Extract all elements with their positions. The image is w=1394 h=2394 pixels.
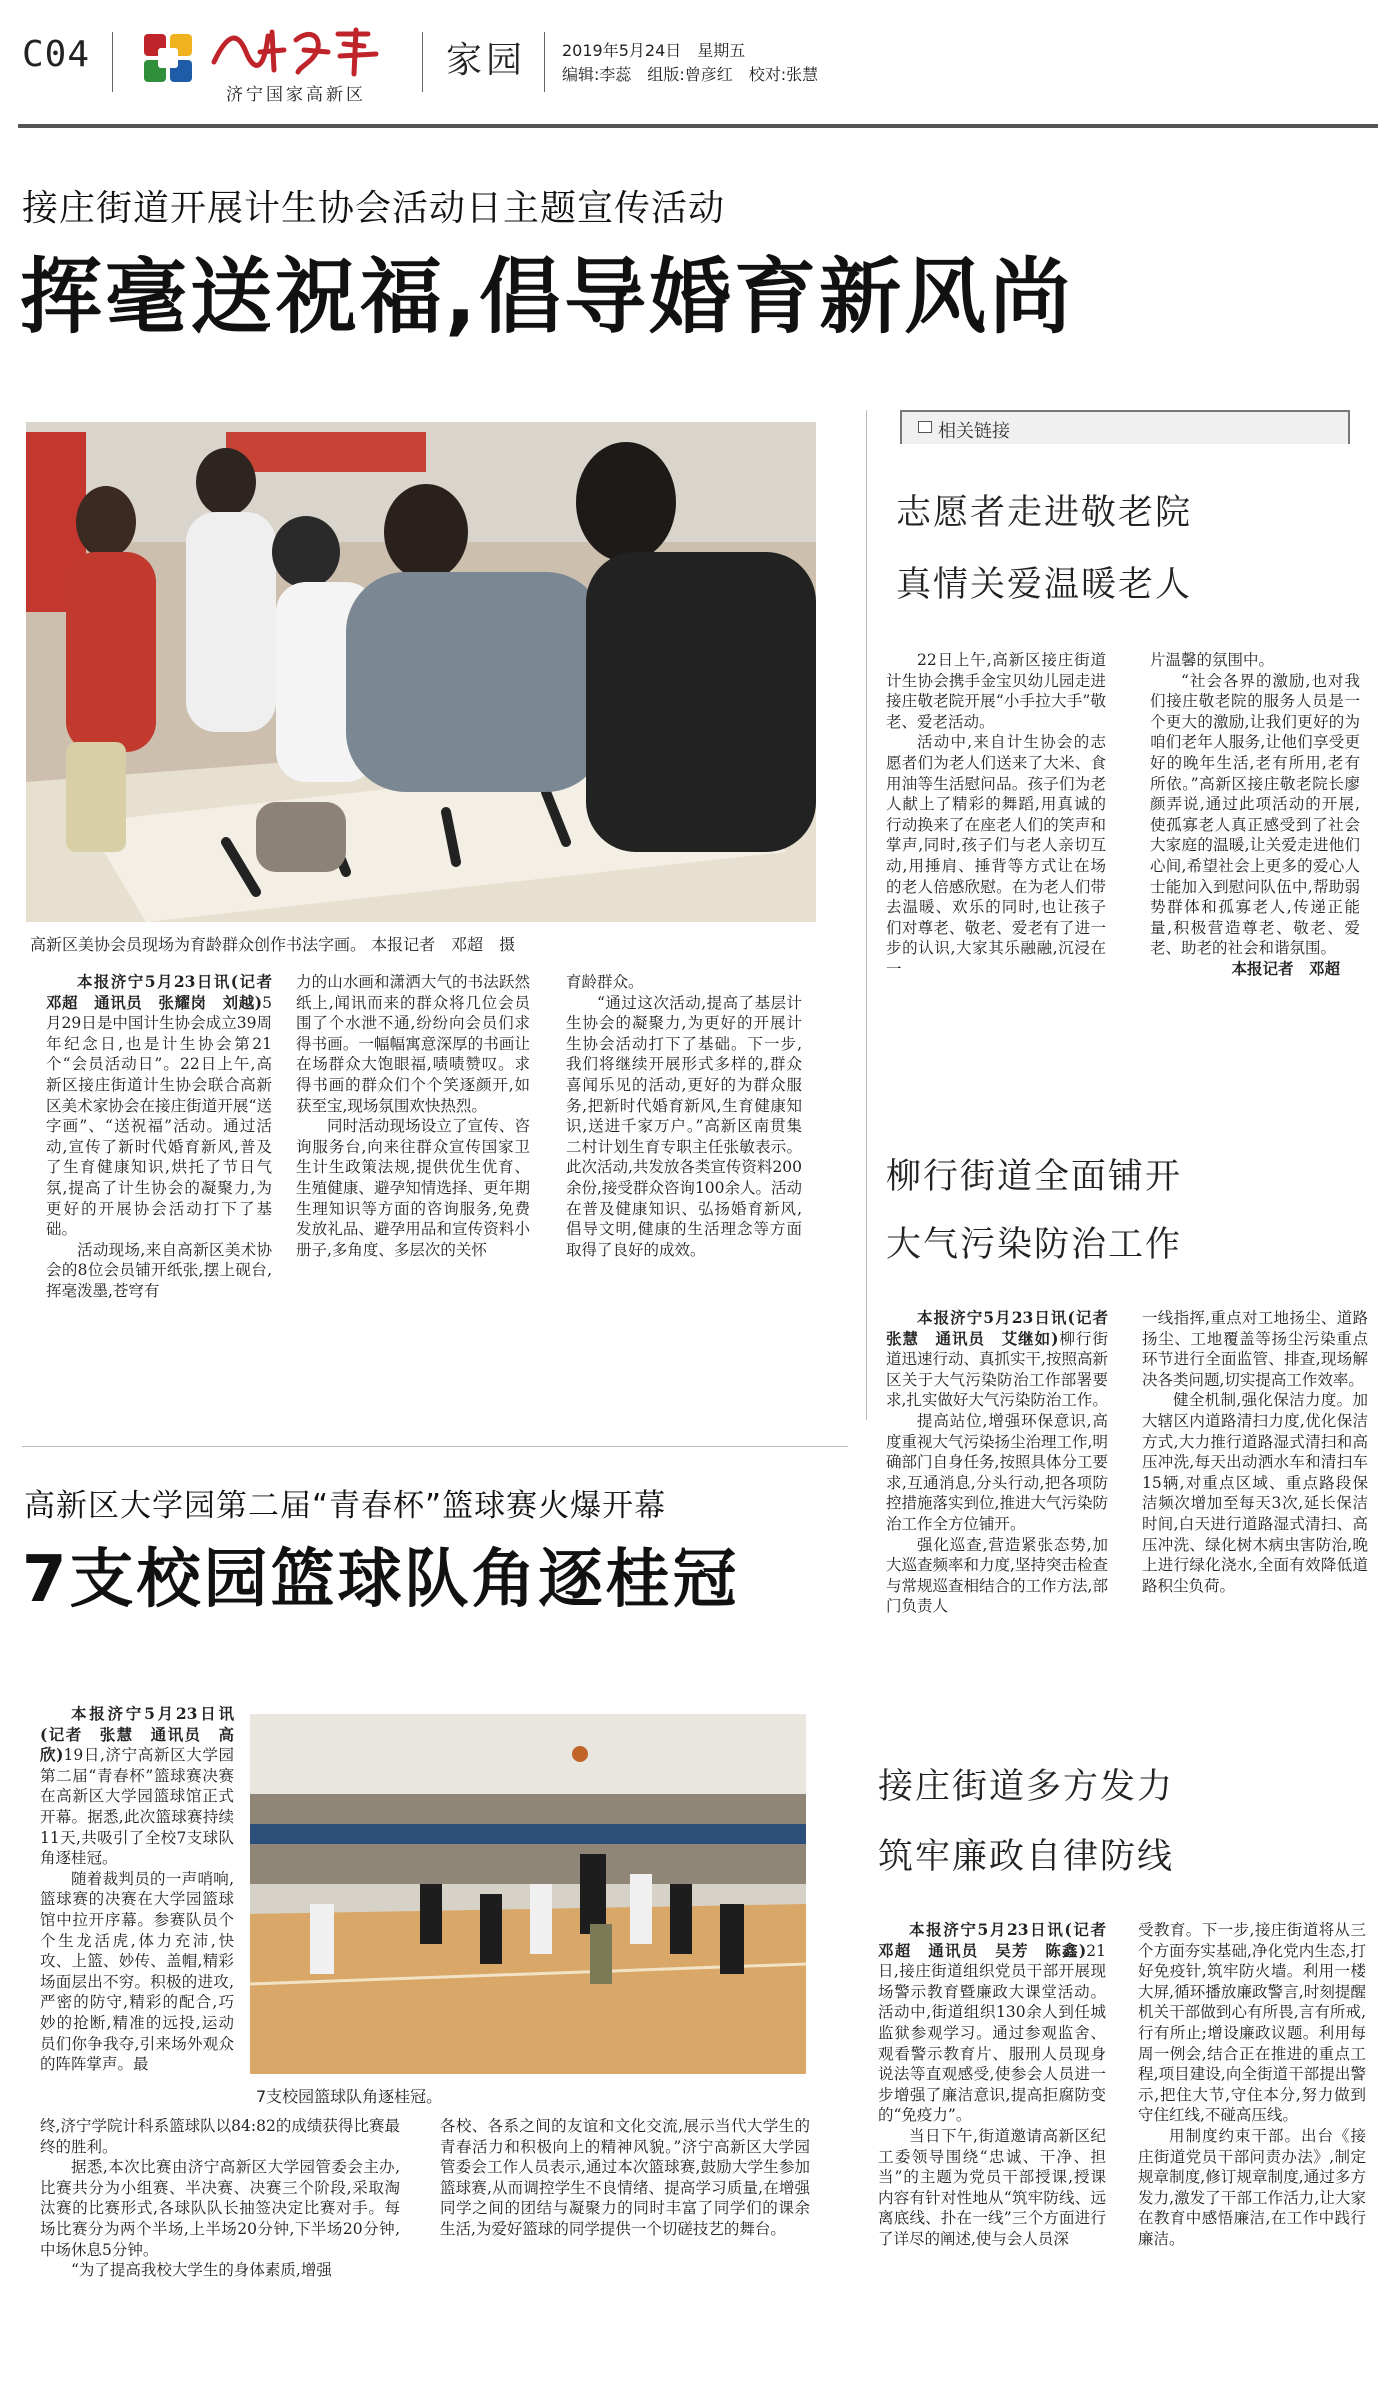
- masthead-subtitle: 济宁国家高新区: [226, 85, 366, 105]
- lead-paragraph: 5月29日是中国计生协会成立39周年纪念日,也是计生协会第21个“会员活动日”。22日上午,高新区接庄街道计生协会联合高新区美术家协会在接庄街道开展“送字画”、“送祝福”活动。通过活动,宣传了新时代婚育新风,普及了生育健康知识,烘托了节日气氛,提高了计生协会的凝聚力,为更好的开展协会活动打下了基础。: [46, 993, 272, 1239]
- basketball-dateline: 本报济宁5月23日讯(记者 张慧 通讯员 高欣): [40, 1704, 234, 1765]
- section-name: 家园: [446, 40, 527, 81]
- lead-dateline: 本报济宁5月23日讯(记者 邓超 通讯员 张耀岗 刘越): [46, 972, 288, 1012]
- lead-column-2: [296, 972, 530, 1260]
- story2-paragraph: 健全机制,强化保洁力度。加大辖区内道路清扫力度,优化保洁方式,大力推行道路湿式清扫和高压冲洗,每天出动洒水车和清扫车15辆,对重点区域、重点路段保洁频次增加至每天3次,延长保洁时间,白天进行道路湿式清扫、高压冲洗、绿化树木病虫害防治,晚上进行绿化浇水,全面有效降低道路积尘负荷。: [1142, 1391, 1368, 1595]
- document-icon: [918, 421, 932, 433]
- story1-column-1: [886, 650, 1106, 980]
- story1-paragraph: 活动中,来自计生协会的志愿者们为老人们送来了大米、食用油等生活慰问品。孩子们为老人献上了精彩的舞蹈,用真诚的行动换来了在座老人们的笑声和掌声,同时,孩子们与老人亲切互动,用捶肩、捶背等方式让在场的老人倍感欣慰。在为老人们带去温暖、欢乐的同时,也让孩子们对尊老、敬老、爱老有了进一步的认识,大家其乐融融,沉浸在一: [886, 733, 1106, 978]
- masthead-script-logo: [208, 22, 384, 89]
- story3-paragraph: 21日,接庄街道组织党员干部开展现场警示教育暨廉政大课堂活动。活动中,街道组织130余人到任城监狱参观学习。通过参观监舍、观看警示教育片、服刑人员现身说法等直观感受,使参会人员进一步增强了廉洁意识,提高拒腐防变的“免疫力”。: [878, 1941, 1106, 2125]
- basketball-paragraph: 各校、各系之间的友谊和文化交流,展示当代大学生的青春活力和积极向上的精神风貌。”济宁高新区大学园管委会工作人员表示,通过本次篮球赛,鼓励大学生参加篮球赛,从而调控学生不良情绪、提高学习质量,在增强同学之间的团结与凝聚力的同时丰富了同学们的课余生活,为爱好篮球的同学提供一个切磋技艺的舞台。: [440, 2117, 810, 2238]
- story2-column-2: [1142, 1308, 1368, 1596]
- story1-paragraph: 片温馨的氛围中。: [1150, 651, 1275, 669]
- story1-title-line2: 真情关爱温暖老人: [896, 565, 1193, 605]
- story2-paragraph: 强化巡查,营造紧张态势,加大巡查频率和力度,坚持突击检查与常规巡查相结合的工作方法,部门负责人: [886, 1535, 1108, 1616]
- story1-title-line1: 志愿者走进敬老院: [896, 493, 1193, 533]
- staff-line: 编辑:李蕊 组版:曾彦红 校对:张慧: [562, 65, 819, 84]
- story3-paragraph: 用制度约束干部。出台《接庄街道党员干部问责办法》,制定规章制度,修订规章制度,通过多方发力,激发了干部工作活力,让大家在教育中感悟廉洁,在工作中践行廉洁。: [1138, 2126, 1366, 2248]
- lead-paragraph: 同时活动现场设立了宣传、咨询服务台,向来往群众宣传国家卫生计生政策法规,提供优生优育、生殖健康、避孕知情选择、更年期生理知识等方面的咨询服务,免费发放礼品、避孕用品和宣传资料小册子,多角度、多层次的关怀: [296, 1117, 530, 1259]
- page-number: C04: [22, 34, 91, 75]
- basketball-headline: 7支校园篮球队角逐桂冠: [22, 1543, 740, 1617]
- lead-paragraph: 活动现场,来自高新区美术协会的8位会员铺开纸张,摆上砚台,挥毫泼墨,苍穹有: [46, 1240, 272, 1300]
- basketball-photo-caption: 7支校园篮球队角逐桂冠。: [256, 2087, 443, 2106]
- basketball-paragraph: 随着裁判员的一声哨响,篮球赛的决赛在大学园篮球馆中拉开序幕。参赛队员个个生龙活虎,体力充沛,快攻、上篮、妙传、盖帽,精彩场面层出不穷。积极的进攻,严密的防守,精彩的配合,巧妙的抢断,精准的远投,运动员们你争我夺,引来场外观众的阵阵掌声。最: [40, 1869, 234, 2074]
- story2-paragraph: 提高站位,增强环保意识,高度重视大气污染扬尘治理工作,明确部门自身任务,按照具体分工要求,互通消息,分头行动,把各项防控措施落实到位,推进大气污染防治工作全方位铺开。: [886, 1411, 1108, 1533]
- calligraphy-photo: [26, 422, 816, 922]
- lead-paragraph: 育龄群众。: [566, 973, 644, 991]
- lead-column-1: [46, 972, 288, 1302]
- story3-title-line1: 接庄街道多方发力: [878, 1767, 1175, 1807]
- basketball-kicker: 高新区大学园第二届“青春杯”篮球赛火爆开幕: [24, 1488, 667, 1524]
- story2-dateline: 本报济宁5月23日讯(记者 张慧 通讯员 艾继如): [886, 1308, 1124, 1348]
- lead-headline: 挥毫送祝福,倡导婚育新风尚: [20, 250, 1075, 345]
- story1-byline: 本报记者 邓超: [1231, 958, 1340, 978]
- header-divider: [544, 32, 545, 92]
- story3-paragraph: 受教育。下一步,接庄街道将从三个方面夯实基础,净化党内生态,打好免疫针,筑牢防火墙。利用一楼大屏,循环播放廉政警言,时刻提醒机关干部做到心有所畏,言有所戒,行有所止;增设廉政议题。利用每周一例会,结合正在推进的重点工程,项目建设,向全街道干部提出警示,把住大节,守住本分,努力做到守住红线,不碰高压线。: [1138, 1921, 1366, 2125]
- header-rule: [18, 124, 1378, 128]
- related-links-tab: [900, 410, 1350, 444]
- story3-column-1: [878, 1920, 1122, 2250]
- story3-paragraph: 当日下午,街道邀请高新区纪工委领导围绕“忠诚、干净、担当”的主题为党员干部授课,授课内容有针对性地从“筑牢防线、远离底线、扑在一线”三个方面进行了详尽的阐述,使与会人员深: [878, 2126, 1106, 2248]
- lead-paragraph: 力的山水画和潇洒大气的书法跃然纸上,闻讯而来的群众将几位会员围了个水泄不通,纷纷向会员们求得书画。一幅幅寓意深厚的书画让在场群众大饱眼福,啧啧赞叹。求得书画的群众们个个笑逐颜开,如获至宝,现场氛围欢快热烈。: [296, 973, 530, 1115]
- column-divider: [866, 410, 867, 1420]
- story2-paragraph: 柳行街道迅速行动、真抓实干,按照高新区关于大气污染防治工作部署要求,扎实做好大气污染防治工作。: [886, 1329, 1108, 1410]
- basketball-paragraph: 19日,济宁高新区大学园第二届“青春杯”篮球赛决赛在高新区大学园篮球馆正式开幕。据悉,此次篮球赛持续11天,共吸引了全校7支球队角逐桂冠。: [40, 1746, 234, 1868]
- story3-column-2: [1138, 1920, 1366, 2250]
- story2-column-1: [886, 1308, 1124, 1617]
- story3-dateline: 本报济宁5月23日讯(记者 邓超 通讯员 吴芳 陈鑫): [878, 1920, 1122, 1960]
- header-divider: [112, 32, 113, 92]
- lead-photo-caption: 高新区美协会员现场为育龄群众创作书法字画。 本报记者 邓超 摄: [30, 935, 516, 954]
- basketball-paragraph: 据悉,本次比赛由济宁高新区大学园管委会主办,比赛共分为小组赛、半决赛、决赛三个阶段,采取淘汰赛的比赛形式,各球队队长抽签决定比赛对手。每场比赛分为两个半场,上半场20分钟,下半场20分钟,中场休息5分钟。: [40, 2158, 400, 2259]
- lead-paragraph: “通过这次活动,提高了基层计生协会的凝聚力,为更好的开展计生协会活动打下了基础。下一步,我们将继续开展形式多样的,群众喜闻乐见的活动,更好的为群众服务,把新时代婚育新风,生育健康知识,送进千家万户。”高新区南贯集二村计划生育专职主任张敏表示。此次活动,共发放各类宣传资料200余份,接受群众咨询100余人。活动在普及健康知识、弘扬婚育新风,倡导文明,健康的生活理念等方面取得了良好的成效。: [566, 993, 803, 1259]
- basketball-paragraph: 终,济宁学院计科系篮球队以84:82的成绩获得比赛最终的胜利。: [40, 2117, 400, 2156]
- related-links-label: 相关链接: [938, 421, 1010, 442]
- basketball-paragraph: “为了提高我校大学生的身体素质,增强: [71, 2261, 332, 2280]
- story3-title-line2: 筑牢廉政自律防线: [878, 1837, 1175, 1877]
- story1-paragraph: 22日上午,高新区接庄街道计生协会携手金宝贝幼儿园走进接庄敬老院开展“小手拉大手”敬老、爱老活动。: [886, 651, 1106, 731]
- basketball-photo: [250, 1714, 806, 2074]
- story2-title-line2: 大气污染防治工作: [886, 1225, 1183, 1265]
- basketball-wide-column-2: [440, 2116, 810, 2240]
- story1-paragraph: “社会各界的激励,也对我们接庄敬老院的服务人员是一个更大的激励,让我们更好的为咱们老年人服务,让他们享受更好的晚年生活,老有所用,老有所依。”高新区接庄敬老院长廖颜弄说,通过此项活动的开展,使孤寡老人真正感受到了社会大家庭的温暖,让关爱走进他们心间,希望社会上更多的爱心人士能加入到慰问队伍中,帮助弱势群体和孤寡老人,传递正能量,积极营造尊老、敬老、爱老、助老的社会和谐氛围。: [1150, 671, 1360, 958]
- newspaper-logo-icon: [140, 30, 196, 86]
- story1-column-2: [1150, 650, 1360, 980]
- lead-kicker: 接庄街道开展计生协会活动日主题宣传活动: [22, 188, 726, 229]
- basketball-narrow-column: [40, 1704, 234, 2075]
- section-divider: [22, 1446, 848, 1447]
- lead-column-3: [566, 972, 802, 1260]
- date-line: 2019年5月24日 星期五: [562, 41, 746, 60]
- story2-title-line1: 柳行街道全面铺开: [886, 1157, 1183, 1197]
- basketball-wide-column-1: [40, 2116, 400, 2281]
- story2-paragraph: 一线指挥,重点对工地扬尘、道路扬尘、工地覆盖等扬尘污染重点环节进行全面监管、排查,现场解决各类问题,切实提高工作效率。: [1142, 1309, 1368, 1389]
- header-divider: [422, 32, 423, 92]
- page-header: [0, 0, 1394, 118]
